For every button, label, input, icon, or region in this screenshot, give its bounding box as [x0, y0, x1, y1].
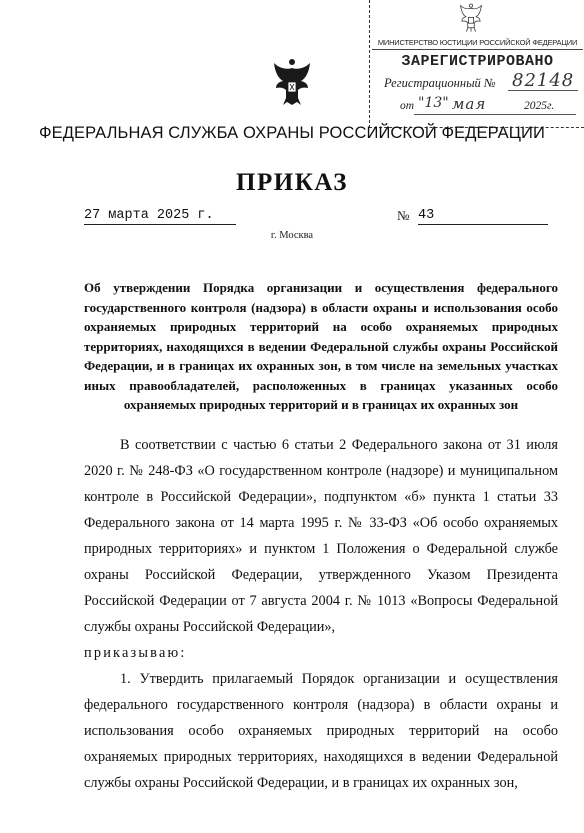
- item-1-paragraph: 1. Утвердить прилагаемый Порядок организации и осуществления федерального государственного контроля (надзора) в области охраны и использования особо охраняемых природных территорий на особо охраняемых природных территориях, находящихся в ведении Федеральной службы охраны Российской Федерации, и в границах их охранных зон,: [84, 671, 558, 791]
- order-word: [84, 640, 558, 666]
- registration-number-label: Регистрационный №: [384, 76, 496, 90]
- place-of-issue: г. Москва: [270, 230, 314, 241]
- registration-number-value: 82148: [512, 70, 575, 91]
- registration-date-year: 2025г.: [524, 100, 555, 112]
- issuing-authority: ФЕДЕРАЛЬНАЯ СЛУЖБА ОХРАНЫ РОССИЙСКОЙ ФЕДЕРАЦИИ: [39, 124, 545, 142]
- preamble-paragraph: В соответствии с частью 6 статьи 2 Федерального закона от 31 июля 2020 г. № 248-ФЗ «О государственном контроле (надзоре) и муниципальном контроле в Российской Федерации», подпунктом «б» пункта 1 статьи 33 Федерального закона от 14 марта 1995 г. № 33-ФЗ «Об особо охраняемых природных территориях» и пунктом 1 Положения о Федеральной службе охраны Российской Федерации, утвержденного Указом Президента Российской Федерации от 7 августа 2004 г. № 1013 «Вопросы Федеральной службы охраны Российской Федерации»,: [84, 437, 558, 635]
- double-headed-eagle-icon: [271, 58, 313, 106]
- registration-stamp: [369, 0, 584, 128]
- registration-date-prefix: от: [400, 100, 415, 112]
- document-type: ПРИКАЗ: [236, 169, 348, 196]
- registration-number-line: [508, 90, 578, 91]
- order-number-label: №: [397, 208, 410, 223]
- state-emblem-icon: [458, 3, 484, 33]
- document-body: [84, 432, 558, 796]
- registration-date-month: мая: [452, 95, 487, 113]
- order-number: 43: [418, 208, 548, 225]
- ministry-name: МИНИСТЕРСТВО ЮСТИЦИИ РОССИЙСКОЙ ФЕДЕРАЦИИ: [372, 38, 583, 50]
- order-date: 27 марта 2025 г.: [84, 208, 236, 225]
- registration-date-day: "13": [418, 95, 449, 111]
- registration-date-line: [414, 114, 576, 115]
- registered-label: ЗАРЕГИСТРИРОВАНО: [401, 53, 554, 70]
- document-title: Об утверждении Порядка организации и осуществления федерального государственного контроля (надзора) в области охраны и использования особо охраняемых природных территорий на особо охраняемых природных территориях, находящихся в ведении Федеральной службы охраны Российской Федерации, и в границах их охранных зон, в том числе на земельных участках иных правообладателей, расположенных в границах указанных особо охраняемых природных территорий и в границах их охранных зон: [84, 280, 558, 412]
- order-word-text: приказываю:: [84, 645, 187, 661]
